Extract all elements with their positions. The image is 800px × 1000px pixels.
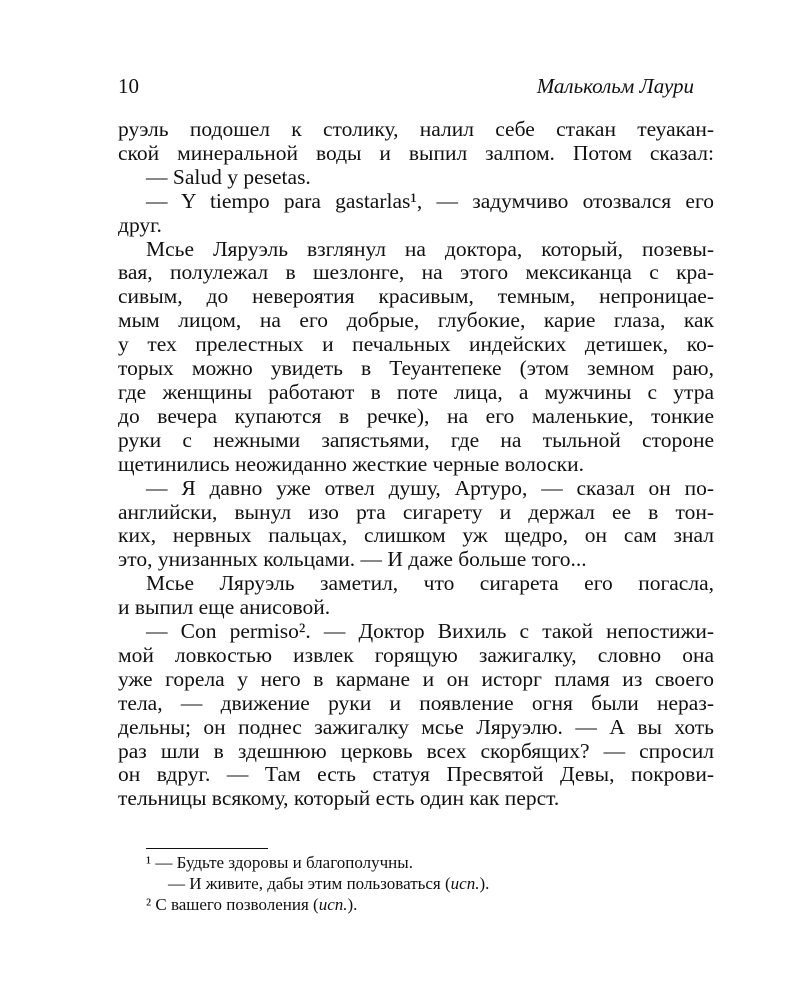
text-line: Мсье Ляруэль взглянул на доктора, который, позевы- xyxy=(146,237,714,261)
footnote-2 xyxy=(146,894,706,915)
text-line: он вдруг. — Там есть статуя Пресвятой Девы, покрови- xyxy=(118,763,714,787)
footnote-italic: исп. xyxy=(450,874,480,893)
text-line: сивым, до невероятия красивым, темным, непроницае- xyxy=(118,285,714,309)
text-line: и выпил еще анисовой. xyxy=(118,596,331,620)
footnote-1-continuation xyxy=(146,873,706,894)
text-line: уже горела у него в кармане и он исторг пламя из своего xyxy=(118,667,714,691)
text-line: щетинились неожиданно жесткие черные волоски. xyxy=(118,452,584,476)
text-line: до вечера купаются в речке), на его маленькие, тонкие xyxy=(118,404,714,428)
page-number: 10 xyxy=(118,74,139,98)
footnotes xyxy=(146,852,706,915)
text-line: раз шли в здешнюю церковь всех скорбящих? — спросил xyxy=(118,739,714,763)
text-line: друг. xyxy=(118,213,162,237)
footnote-tail: ). xyxy=(479,874,490,893)
text-line: это, унизанных кольцами. — И даже больше того... xyxy=(118,548,587,572)
text-line: у тех прелестных и печальных индейских детишек, ко- xyxy=(118,333,714,357)
text-line: тела, — движение руки и появление огня были нераз- xyxy=(118,691,714,715)
text-line: тельницы всякому, который есть один как перст. xyxy=(118,787,560,811)
text-line: — Я давно уже отвел душу, Артуро, — сказал он по- xyxy=(146,476,714,500)
text-line: — Salud y pesetas. xyxy=(146,165,311,189)
body-text xyxy=(118,118,714,811)
text-line: руки с нежными запястьями, где на тыльной стороне xyxy=(118,428,714,452)
text-line: руэль подошел к столику, налил себе стакан теуакан- xyxy=(118,118,714,141)
footnote-1 xyxy=(146,852,706,873)
footnote-text: — Будьте здоровы и благополучны. xyxy=(151,853,413,872)
running-head-author: Малькольм Лаури xyxy=(536,74,694,98)
text-line: — Y tiempo para gastarlas¹, — задумчиво отозвался его xyxy=(146,189,714,213)
footnote-italic: исп. xyxy=(318,895,348,914)
text-line: торых можно увидеть в Теуантепеке (этом земном раю, xyxy=(118,357,714,381)
text-line: ких, нервных пальцах, слишком уж щедро, он сам знал xyxy=(118,524,714,548)
footnote-tail: ). xyxy=(347,895,358,914)
footnote-text: С вашего позволения ( xyxy=(151,895,319,914)
text-line: вая, полулежал в шезлонге, на этого мексиканца с кра- xyxy=(118,261,714,285)
footnote-marker: ¹ xyxy=(146,853,152,872)
text-line: дельны; он поднес зажигалку мсье Ляруэлю. — А вы хоть xyxy=(118,715,714,739)
footnote-marker: ² xyxy=(146,895,152,914)
text-line: — Con permiso². — Доктор Вихиль с такой непостижи- xyxy=(146,620,714,644)
footnote-divider xyxy=(146,848,268,849)
text-line: Мсье Ляруэль заметил, что сигарета его погасла, xyxy=(146,572,714,596)
text-line: ской минеральной воды и выпил залпом. Потом сказал: xyxy=(118,141,714,165)
text-line: где женщины работают в поте лица, а мужчины с утра xyxy=(118,380,714,404)
text-line: мым лицом, на его добрые, глубокие, карие глаза, как xyxy=(118,309,714,333)
text-line: мой ловкостью извлек горящую зажигалку, словно она xyxy=(118,643,714,667)
footnote-text: — И живите, дабы этим пользоваться ( xyxy=(168,874,451,893)
text-line: английски, вынул изо рта сигарету и держал ее в тон- xyxy=(118,500,714,524)
